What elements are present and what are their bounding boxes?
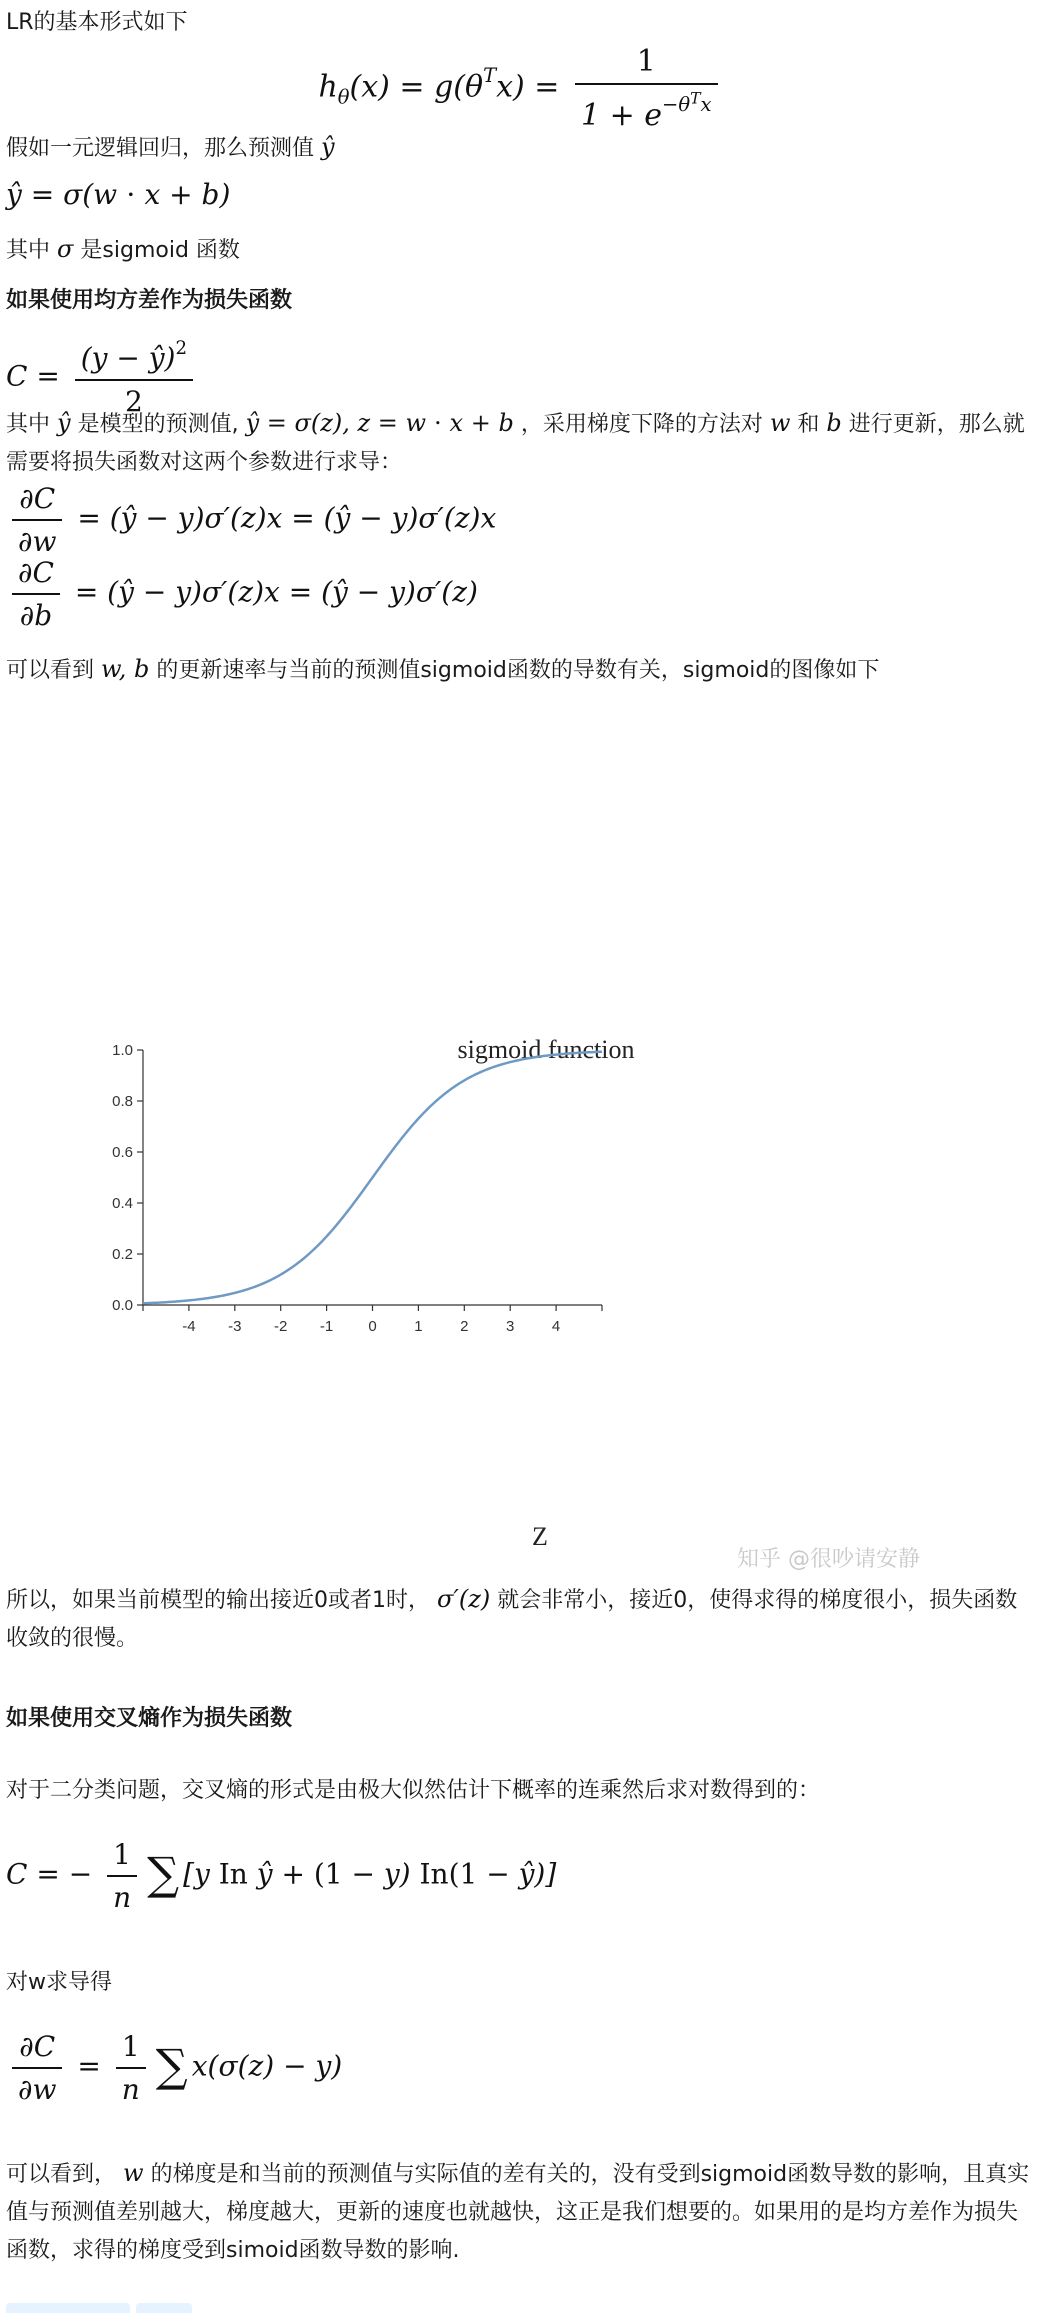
topic-tag[interactable]: [136, 2303, 192, 2313]
dw-text: 对w求导得: [6, 1970, 112, 1995]
sigma-post-text: 是sigmoid 函数: [80, 238, 240, 263]
x-tick-label: -4: [182, 1318, 196, 1335]
where-and-text: 和: [797, 412, 820, 437]
chart-title: sigmoid function: [457, 1035, 635, 1064]
final-pre-text: 可以看到，: [6, 2162, 117, 2187]
intro-text: LR的基本形式如下: [6, 10, 188, 35]
yhat-formula: ŷ = σ(w ⋅ x + b): [6, 178, 231, 211]
ce-formula: C = − $\frac{1}{n}$ ∑ [y In ŷ + (1 − y) In(1 − ŷ)]: [6, 1838, 557, 1914]
ce-desc-text: 对于二分类问题，交叉熵的形式是由极大似然估计下概率的连乘然后求对数得到的：: [6, 1778, 821, 1803]
topic-tag[interactable]: [6, 2303, 130, 2313]
univariate-text: 假如一元逻辑回归，那么预测值: [6, 136, 315, 161]
mse-heading: [6, 282, 1036, 320]
sigmoid-chart: [112, 1005, 920, 1575]
where-mid-text: 是模型的预测值,: [77, 412, 239, 437]
sigma-pre-text: 其中: [6, 238, 51, 263]
dc-dw-mse-formula: $\frac{\partial C}{\partial w}$ = (ŷ − y)σ′(z)x = (ŷ − y)σ′(z)x: [6, 482, 1036, 558]
topic-tags: [6, 2298, 406, 2308]
sigma-paragraph: 其中 σ 是sigmoid 函数: [6, 235, 240, 263]
watermark: 知乎 @很吵请安静: [737, 1547, 920, 1572]
where-pre-text: 其中: [6, 412, 51, 437]
intro-paragraph: [6, 4, 1036, 42]
final-post-text: 的梯度是和当前的预测值与实际值的差有关的，没有受到sigmoid函数导数的影响，且真实值与预测值差别越大，梯度越大，更新的速度也就越快，这正是我们想要的。如果用的是均方差作为损失函数，求得的梯度受到simoid函数导数的影响.: [6, 2162, 1030, 2263]
chart-ticks: [112, 1042, 602, 1335]
ce-heading: [6, 1700, 1036, 1738]
dc-dw-ce-formula: $\frac{\partial C}{\partial w}$ = $\frac{1}{n}$ ∑ x(σ(z) − y): [6, 2030, 1036, 2106]
so-paragraph: 所以，如果当前模型的输出接近0或者1时， σ′(z) 就会非常小，接近0，使得求得的梯度很小，损失函数收敛的很慢。: [6, 1585, 1018, 1651]
x-tick-label: -2: [274, 1318, 288, 1335]
x-tick-label: -3: [228, 1318, 242, 1335]
rate-pre-text: 可以看到: [6, 658, 95, 683]
y-tick-label: 0.8: [112, 1093, 133, 1110]
x-tick-label: 0: [368, 1318, 377, 1335]
dc-db-mse-formula: $\frac{\partial C}{\partial b}$ = (ŷ − y)σ′(z)x = (ŷ − y)σ′(z): [6, 556, 1036, 632]
x-tick-label: 4: [551, 1318, 561, 1335]
so-post-text: 就会非常小，接近0，使得求得的梯度很小，损失函数收敛的很慢。: [6, 1588, 1018, 1651]
y-tick-label: 0.4: [112, 1195, 133, 1212]
chart-xlabel: Z: [532, 1522, 548, 1551]
sigmoid-chart-svg: [112, 1005, 920, 1575]
x-tick-label: 1: [414, 1318, 423, 1335]
x-tick-label: 3: [506, 1318, 515, 1335]
where-post-text: ，采用梯度下降的方法对: [520, 412, 763, 437]
rate-post-text: 的更新速率与当前的预测值sigmoid函数的导数有关，sigmoid的图像如下: [156, 658, 880, 683]
y-tick-label: 1.0: [112, 1042, 133, 1059]
dw-paragraph: [6, 1964, 1036, 2002]
y-tick-label: 0.0: [112, 1297, 133, 1314]
so-pre-text: 所以，如果当前模型的输出接近0或者1时，: [6, 1588, 430, 1613]
sigmoid-curve: [143, 1052, 602, 1304]
where-end-text: 进行更新，那么就需要将损失函数对这两个参数进行求导：: [6, 412, 1025, 475]
lr-formula: $h_\theta(x) = g(\theta^Tx)$ = $\frac{1}{1 + e^{-\theta^Tx}}$: [6, 44, 1036, 133]
x-tick-label: 2: [460, 1318, 469, 1335]
final-paragraph: 可以看到， w 的梯度是和当前的预测值与实际值的差有关的，没有受到sigmoid函数导数的影响，且真实值与预测值差别越大，梯度越大，更新的速度也就越快，这正是我们想要的。如果用的是均方差作为损失函数，求得的梯度受到simoid函数导数的影响.: [6, 2159, 1030, 2263]
y-tick-label: 0.6: [112, 1144, 133, 1161]
where-paragraph: 其中 ŷ 是模型的预测值, ŷ = σ(z), z = w ⋅ x + b ，采用梯度下降的方法对 w 和 b 进行更新，那么就需要将损失函数对这两个参数进行求导：: [6, 409, 1025, 475]
mse-heading-text: 如果使用均方差作为损失函数: [6, 288, 293, 313]
mse-formula: C = $\frac{(y - ŷ)^2}{2}$: [6, 338, 1036, 418]
univariate-paragraph: 假如一元逻辑回归，那么预测值 ŷ: [6, 133, 335, 161]
x-tick-label: -1: [319, 1318, 334, 1335]
ce-heading-text: 如果使用交叉熵作为损失函数: [6, 1706, 293, 1731]
ce-desc-paragraph: [6, 1772, 1036, 1810]
y-tick-label: 0.2: [112, 1246, 133, 1263]
rate-paragraph: 可以看到 w, b 的更新速率与当前的预测值sigmoid函数的导数有关，sigmoid的图像如下: [6, 655, 880, 683]
